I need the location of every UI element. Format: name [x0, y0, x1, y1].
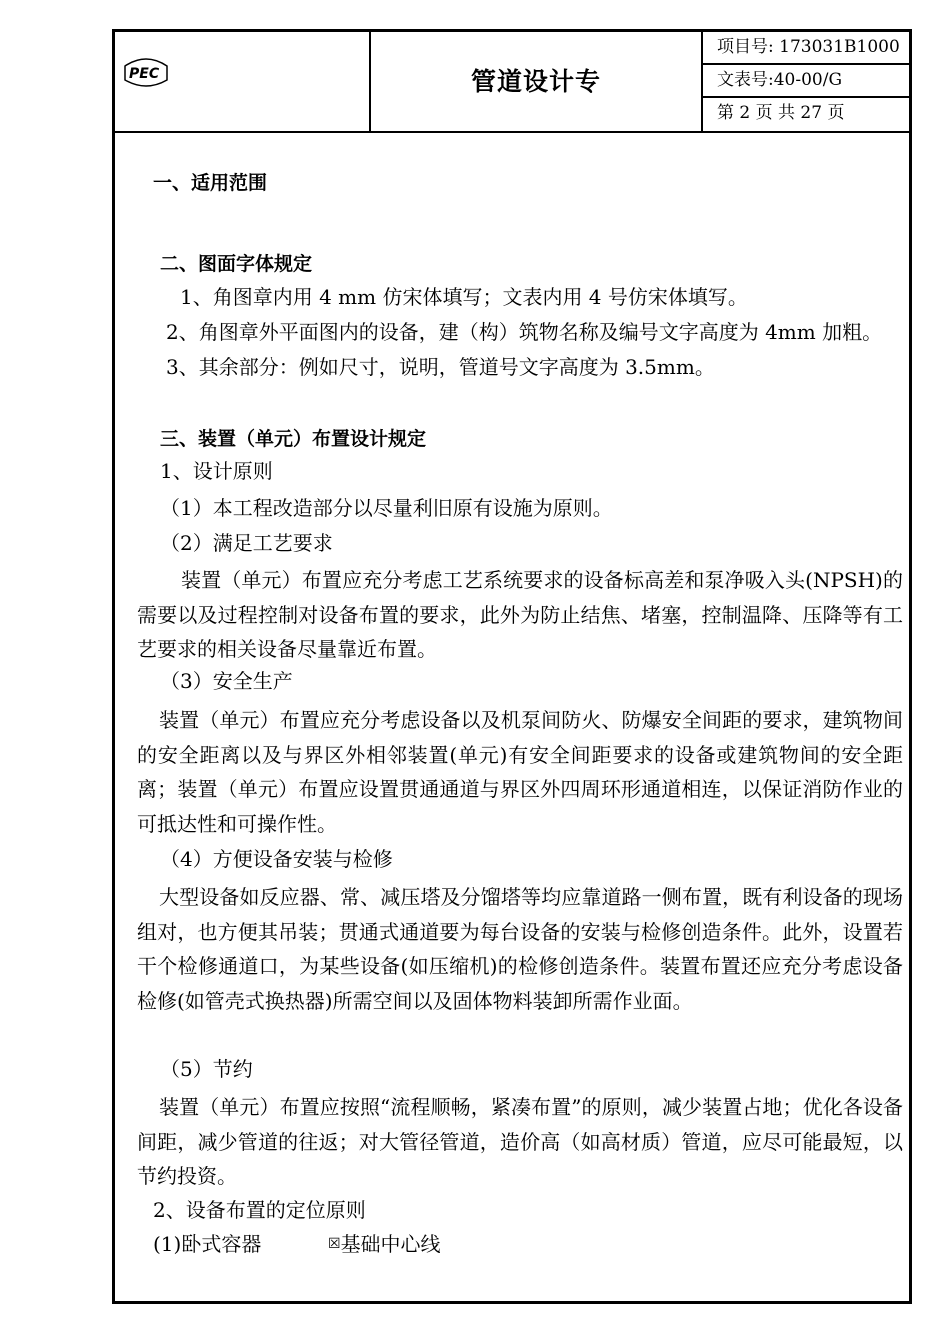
principle-3-text: 装置（单元）布置应充分考虑设备以及机泵间防火、防爆安全间距的要求，建筑物间的安全距离以及与界区外相邻装置(单元)有安全间距要求的设备或建筑物间的安全距离；装置（单元）布置应设置贯通通道与界区外四周环形通道相连，以保证消防作业的可抵达性和可操作性。 — [137, 708, 903, 836]
principle-2-text: 装置（单元）布置应充分考虑工艺系统要求的设备标高差和泵净吸入头(NPSH)的需要以及过程控制对设备布置的要求，此外为防止结焦、堵塞，控制温降、压降等有工艺要求的相关设备尽量靠近布置。 — [137, 568, 903, 661]
document-title: 管道设计专 — [470, 67, 601, 96]
document-header — [115, 32, 909, 133]
principle-2-heading: （2）满足工艺要求 — [160, 531, 333, 555]
design-principle-heading: 1、设计原则 — [160, 459, 273, 483]
horizontal-vessel-label: (1)卧式容器 — [153, 1232, 262, 1256]
positioning-principle-heading: 2、设备布置的定位原则 — [153, 1198, 366, 1222]
section-2-title: 二、图面字体规定 — [160, 253, 313, 275]
pec-logo-icon — [121, 50, 171, 92]
section-2-item-3: 3、其余部分：例如尺寸，说明，管道号文字高度为 3.5mm。 — [166, 355, 715, 379]
section-3-title: 三、装置（单元）布置设计规定 — [160, 428, 427, 450]
logo-cell — [115, 32, 371, 131]
project-number: 项目号: 173031B1000 — [703, 32, 909, 65]
principle-5-heading: （5）节约 — [160, 1057, 253, 1081]
info-cell — [703, 32, 909, 131]
logo-text: PEC — [129, 66, 160, 82]
section-1-title: 一、适用范围 — [153, 172, 268, 194]
principle-3-heading: （3）安全生产 — [160, 669, 293, 693]
section-2-item-1: 1、角图章内用 4 mm 仿宋体填写；文表内用 4 号仿宋体填写。 — [180, 285, 748, 309]
section-2-item-2: 2、角图章外平面图内的设备，建（构）筑物名称及编号文字高度为 4mm 加粗。 — [166, 320, 883, 344]
checkbox-glyph-icon: ☒ — [328, 1236, 341, 1252]
principle-5-text: 装置（单元）布置应按照“流程顺畅，紧凑布置”的原则，减少装置占地；优化各设备间距，减少管道的往返；对大管径管道，造价高（如高材质）管道，应尽可能最短，以节约投资。 — [137, 1095, 903, 1188]
principle-4-heading: （4）方便设备安装与检修 — [160, 847, 393, 871]
foundation-centerline-text: 基础中心线 — [340, 1232, 441, 1256]
title-cell — [371, 32, 703, 131]
document-number: 文表号:40-00/G — [703, 65, 909, 98]
foundation-centerline-label — [328, 1231, 441, 1257]
principle-1: （1）本工程改造部分以尽量利旧原有设施为原则。 — [160, 496, 613, 520]
page-info: 第 2 页 共 27 页 — [717, 103, 845, 123]
principle-4-text: 大型设备如反应器、常、减压塔及分馏塔等均应靠道路一侧布置，既有利设备的现场组对，也方便其吊装；贯通式通道要为每台设备的安装与检修创造条件。此外，设置若干个检修通道口，为某些设备(如压缩机)的检修创造条件。装置布置还应充分考虑设备检修(如管壳式换热器)所需空间以及固体物料装卸所需作业面。 — [137, 885, 903, 1013]
